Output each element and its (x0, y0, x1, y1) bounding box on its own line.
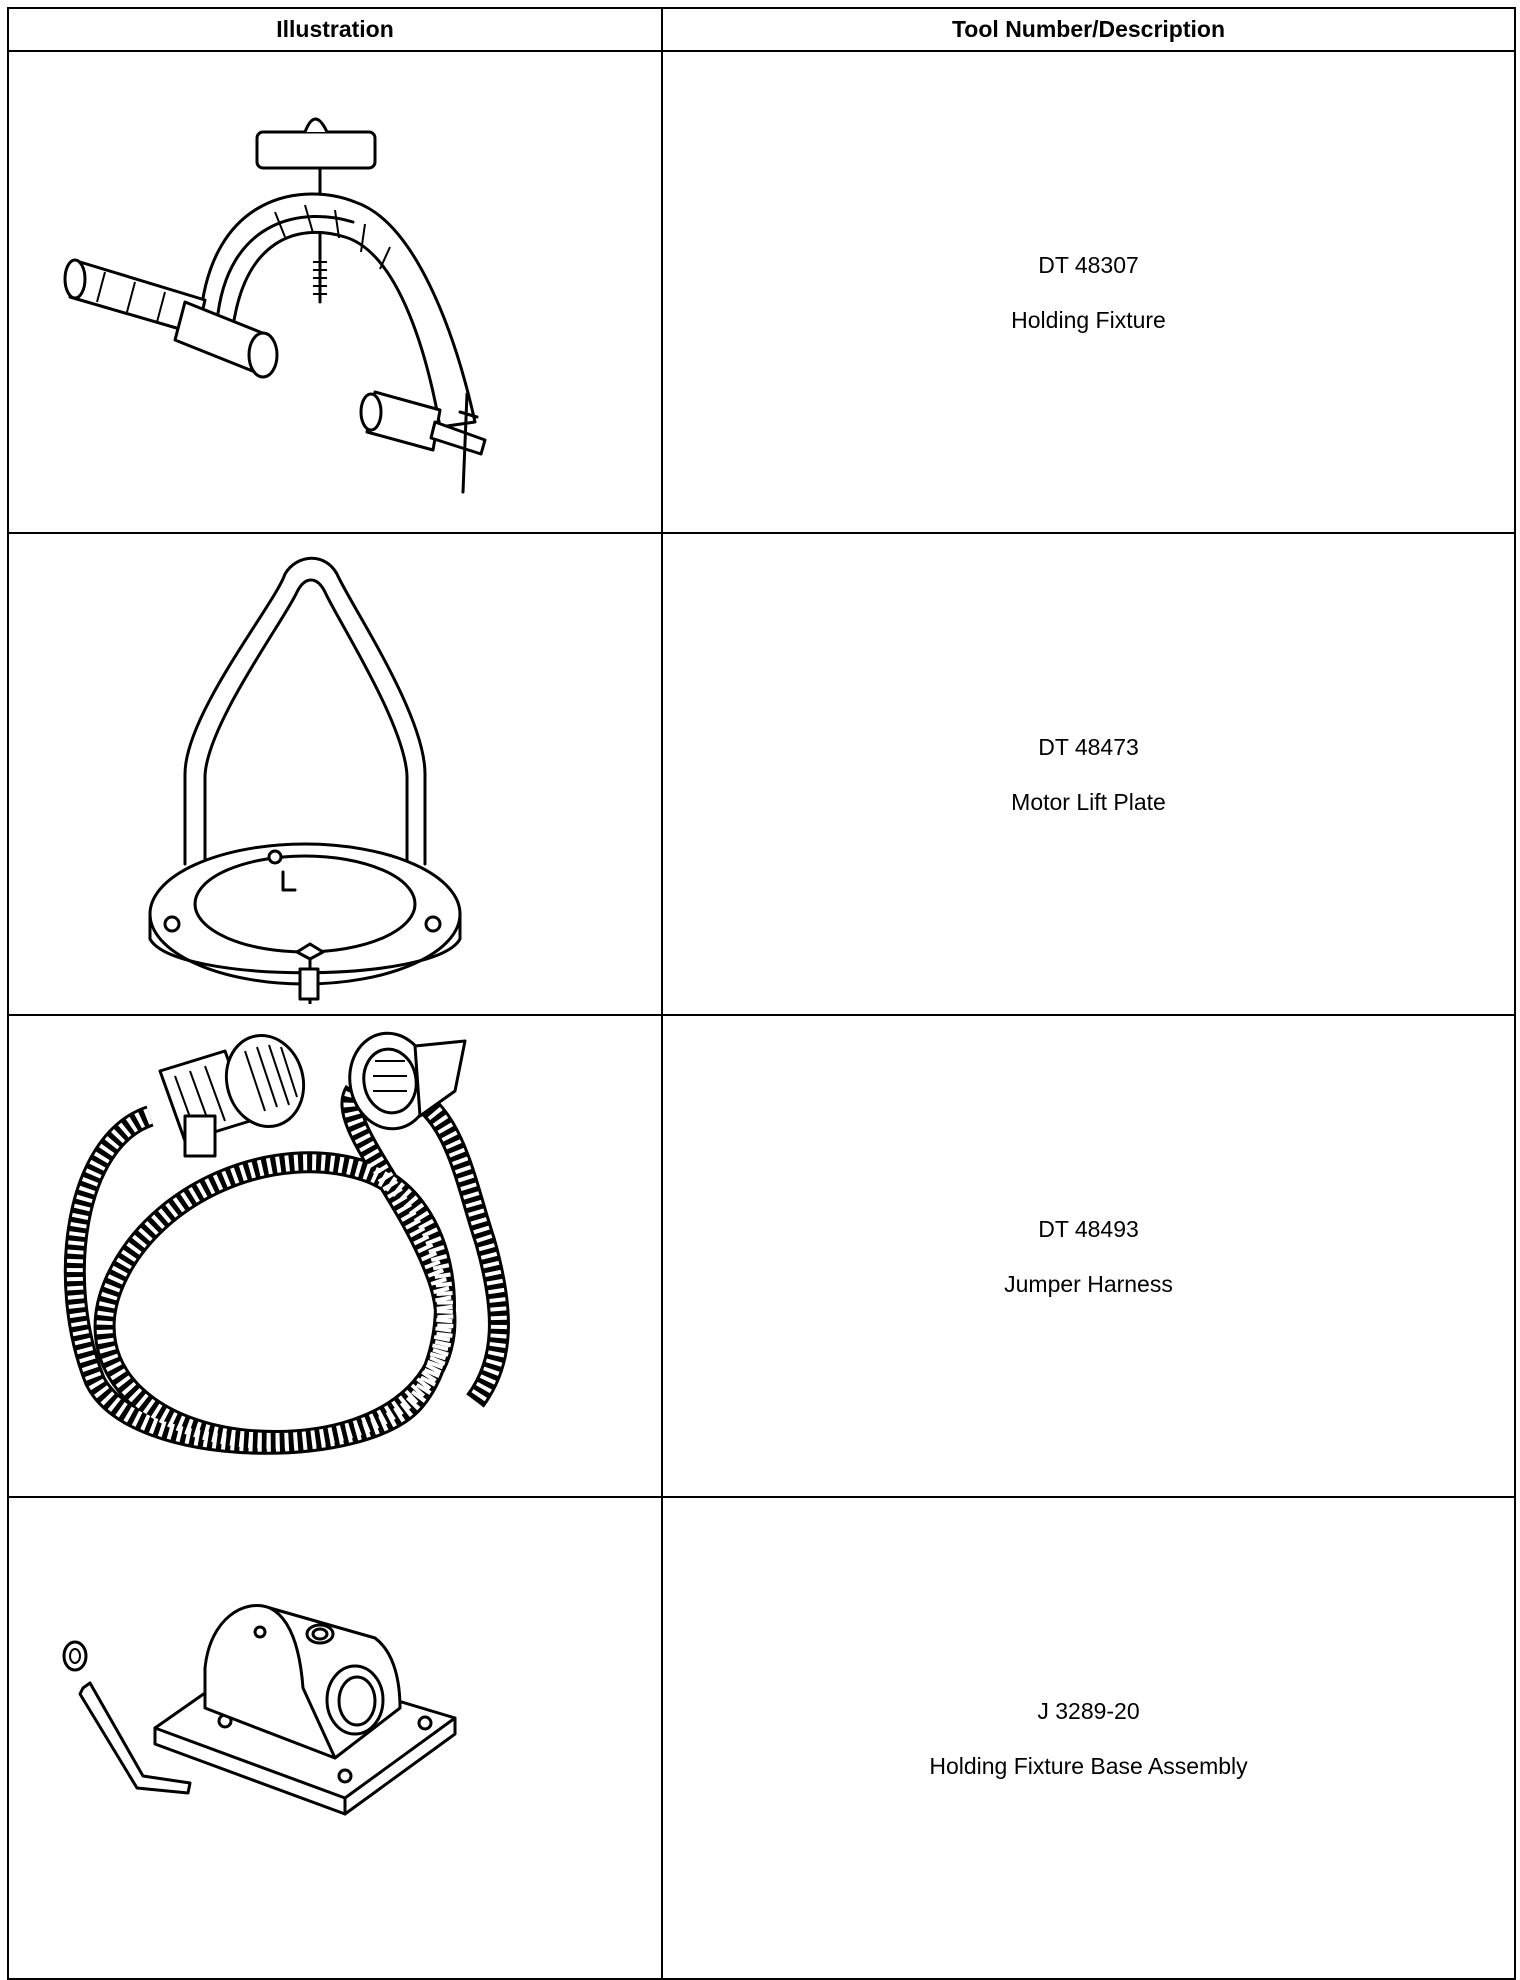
holding-fixture-illustration (35, 72, 635, 512)
special-tools-table (7, 7, 1516, 1980)
description-cell (662, 51, 1515, 533)
table-row (8, 1497, 1515, 1979)
illustration-cell (8, 51, 662, 533)
description-cell (662, 1497, 1515, 1979)
jumper-harness-illustration (35, 1021, 635, 1491)
table-row (8, 533, 1515, 1015)
tool-number: DT 48307 (1038, 251, 1139, 278)
table-row (8, 51, 1515, 533)
tool-name: Jumper Harness (1004, 1270, 1173, 1297)
tool-name: Holding Fixture (1011, 306, 1166, 333)
description-cell (662, 1015, 1515, 1497)
motor-lift-plate-illustration (35, 544, 635, 1004)
tool-number: DT 48493 (1038, 1215, 1139, 1242)
illustration-header: Illustration (8, 8, 662, 51)
illustration-cell (8, 1015, 662, 1497)
description-header: Tool Number/Description (662, 8, 1515, 51)
tool-name: Holding Fixture Base Assembly (929, 1752, 1248, 1779)
description-cell (662, 533, 1515, 1015)
tool-number: DT 48473 (1038, 733, 1139, 760)
illustration-cell (8, 1497, 662, 1979)
table-row (8, 1015, 1515, 1497)
illustration-cell (8, 533, 662, 1015)
header-row (8, 8, 1515, 51)
tool-number: J 3289-20 (1037, 1697, 1140, 1724)
holding-fixture-base-illustration (35, 1508, 635, 1968)
tool-name: Motor Lift Plate (1011, 788, 1166, 815)
